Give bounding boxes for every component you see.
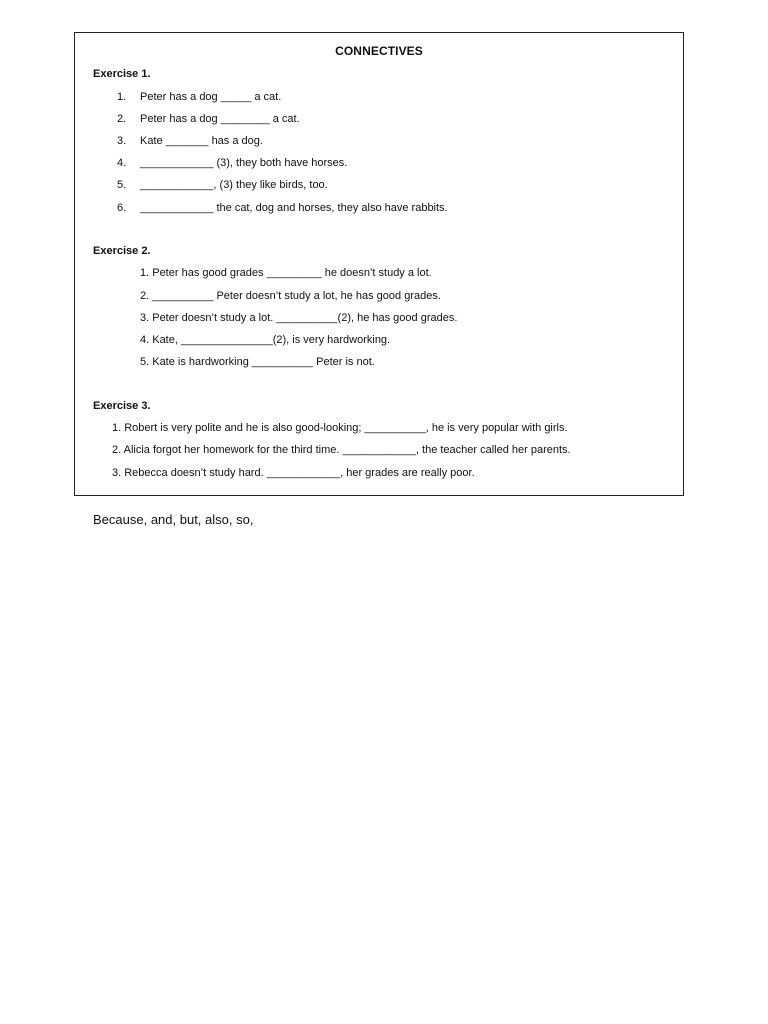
exercise-3-heading: Exercise 3. [93, 400, 151, 412]
exercise-1-item-3-number: 3. [117, 135, 127, 147]
exercise-2-item-2: 2. __________ Peter doesn’t study a lot, he has good grades. [140, 290, 441, 302]
exercise-1-item-5-number: 5. [117, 179, 127, 191]
worksheet-title: CONNECTIVES [335, 44, 423, 58]
exercise-1-heading: Exercise 1. [93, 68, 151, 80]
worksheet-box [74, 32, 684, 496]
exercise-2-item-1: 1. Peter has good grades _________ he doesn’t study a lot. [140, 267, 432, 279]
exercise-1-item-5: ____________, (3) they like birds, too. [140, 179, 328, 191]
exercise-2-item-3: 3. Peter doesn’t study a lot. __________(2), he has good grades. [140, 312, 458, 324]
exercise-2-item-4: 4. Kate, _______________(2), is very hardworking. [140, 334, 391, 346]
exercise-2-heading: Exercise 2. [93, 245, 151, 257]
exercise-1-item-2-number: 2. [117, 113, 127, 125]
exercise-1-item-1: Peter has a dog _____ a cat. [140, 91, 282, 103]
exercise-1-item-4: ____________ (3), they both have horses. [140, 157, 348, 169]
exercise-3-item-2: 2. Alicia forgot her homework for the third time. ____________, the teacher called her parents. [112, 444, 571, 456]
exercise-1-item-6: ____________ the cat, dog and horses, they also have rabbits. [140, 202, 448, 214]
exercise-3-item-1: 1. Robert is very polite and he is also good-looking; __________, he is very popular with girls. [112, 422, 568, 434]
exercise-2-item-5: 5. Kate is hardworking __________ Peter is not. [140, 356, 375, 368]
word-bank: Because, and, but, also, so, [93, 512, 254, 527]
exercise-1-item-3: Kate _______ has a dog. [140, 135, 263, 147]
exercise-1-item-2: Peter has a dog ________ a cat. [140, 113, 300, 125]
exercise-3-item-3: 3. Rebecca doesn’t study hard. ____________, her grades are really poor. [112, 467, 475, 479]
exercise-1-item-6-number: 6. [117, 202, 127, 214]
exercise-1-item-1-number: 1. [117, 91, 127, 103]
exercise-1-item-4-number: 4. [117, 157, 127, 169]
